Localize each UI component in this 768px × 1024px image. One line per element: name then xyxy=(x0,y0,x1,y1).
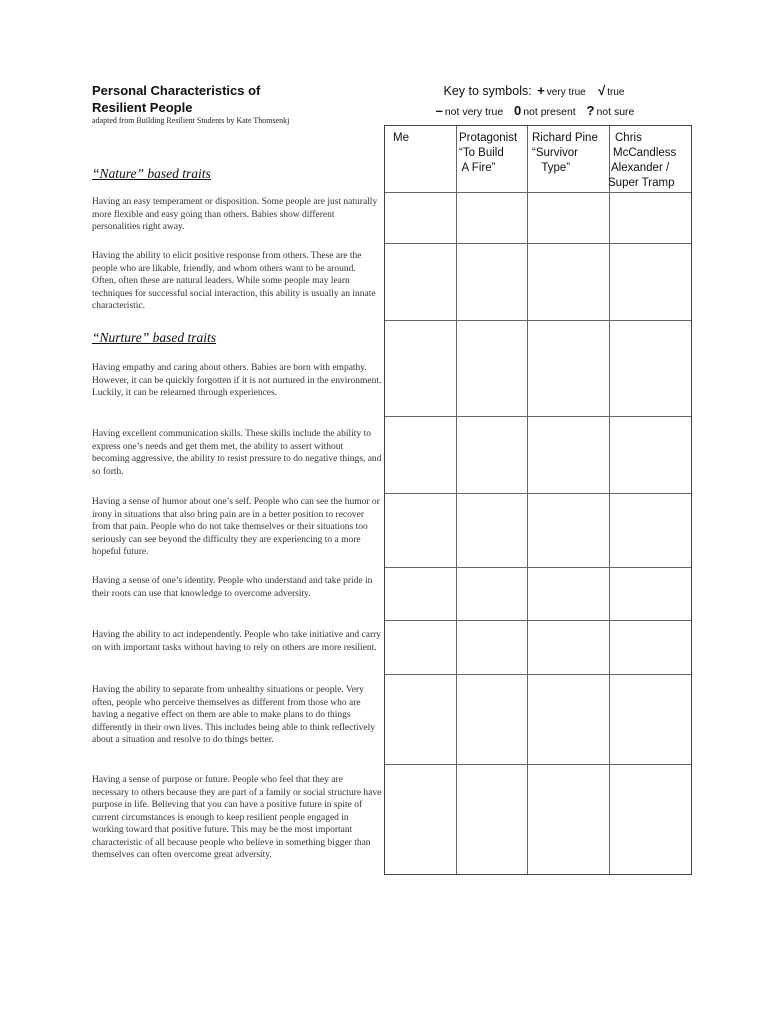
key-symbol-not-sure: ? xyxy=(586,103,595,118)
key-symbol-not-very-true: – xyxy=(435,103,443,118)
key-symbol-very-true: + xyxy=(537,83,545,98)
grid-divider-vertical xyxy=(609,126,610,874)
title-line-2: Resilient People xyxy=(92,100,193,115)
column-header-line: Chris xyxy=(615,132,642,144)
grid-divider-vertical xyxy=(456,126,457,874)
title-line-1: Personal Characteristics of xyxy=(92,83,261,98)
trait-easy-temperament: Having an easy temperament or disposition. Some people are just naturally more flexible and easy going than others. Babies show different personalities right away. xyxy=(92,197,378,232)
column-header-me xyxy=(393,131,409,146)
trait-separate: Having the ability to separate from unhealthy situations or people. Very often, people who perceive themselves as different from those who are having a negative effect on them are able to make plans to do things differently in their own lives. This includes being able to think reflectively about a situation and resolve to do things better. xyxy=(92,685,375,745)
column-header-line: McCandless xyxy=(613,147,677,159)
grid-divider-horizontal xyxy=(385,567,691,568)
grid-divider-vertical xyxy=(527,126,528,874)
trait-independence: Having the ability to act independently. People who take initiative and carry on with important tasks without having to rely on others are more resilient. xyxy=(92,630,382,653)
key-text-very-true: very true xyxy=(546,87,586,98)
trait-identity: Having a sense of one’s identity. People who understand and take pride in their roots can use that knowledge to overcome adversity. xyxy=(92,576,373,599)
document-title xyxy=(92,82,260,116)
column-header-richard-pine xyxy=(532,131,598,176)
column-header-line: Me xyxy=(393,132,409,144)
key-label: Key to symbols: xyxy=(443,84,532,98)
trait-communication: Having excellent communication skills. These skills include the ability to express one’s needs and get them met, the ability to assert without becoming aggressive, the ability to resist pressure to do negative things, and so forth. xyxy=(92,429,382,477)
grid-divider-horizontal xyxy=(385,674,691,675)
grid-divider-horizontal xyxy=(385,764,691,765)
grid-divider-horizontal xyxy=(385,192,691,193)
column-header-line: Alexander / xyxy=(611,162,670,174)
key-text-not-very-true: not very true xyxy=(444,106,504,118)
column-header-line: Type” xyxy=(532,162,571,174)
key-symbol-true: √ xyxy=(598,83,606,98)
trait-humor: Having a sense of humor about one’s self. People who can see the humor or irony in situations that also bring pain are in a better position to recover from that pain. People who do not take themselves or their situations too seriously can see beyond the difficulty they are experiencing to a more hopeful future. xyxy=(92,497,380,557)
grid-divider-horizontal xyxy=(385,320,691,321)
trait-elicit-response: Having the ability to elicit positive response from others. These are the people who are likable, friendly, and whom others want to be around. Often, often these are natural leaders. While some people may learn techniques for successful social interaction, this ability is usually an innate characteristic. xyxy=(92,251,376,311)
heading-nurture-traits: “Nurture” based traits xyxy=(92,330,217,345)
trait-purpose: Having a sense of purpose or future. People who feel that they are necessary to others because they are part of a family or social structure have purpose in life. Believing that you can have a positive future in spite of current circumstances is enough to keep resilient people engaged in working toward that positive future. This may be the most important characteristic of all because people who believe in something bigger than themselves can often overcome great adversity. xyxy=(92,775,382,860)
grid-divider-horizontal xyxy=(385,243,691,244)
symbol-key xyxy=(384,83,684,121)
key-text-true: true xyxy=(607,87,625,98)
trait-empathy: Having empathy and caring about others. Babies are born with empathy. However, it can be quickly forgotten if it is not nurtured in the environment. Luckily, it can be relearned through experiences. xyxy=(92,363,382,398)
column-header-protagonist xyxy=(459,131,517,176)
column-header-line: “To Build xyxy=(459,147,504,159)
grid-divider-horizontal xyxy=(385,620,691,621)
column-header-line: Super Tramp xyxy=(608,177,675,189)
attribution-text: adapted from Building Resilient Students by Kate Thomsenkj xyxy=(92,116,290,125)
key-symbol-not-present: 0 xyxy=(513,103,522,118)
key-text-not-present: not present xyxy=(523,106,576,118)
column-header-line: A Fire” xyxy=(459,162,496,174)
grid-divider-horizontal xyxy=(385,493,691,494)
column-header-line: Richard Pine xyxy=(532,132,598,144)
column-header-chris-mccandless xyxy=(608,131,677,191)
column-header-line: “Survivor xyxy=(532,147,579,159)
column-header-line: Protagonist xyxy=(459,132,518,144)
key-text-not-sure: not sure xyxy=(596,106,635,118)
heading-nature-traits: “Nature” based traits xyxy=(92,166,211,181)
grid-divider-horizontal xyxy=(385,416,691,417)
rating-grid xyxy=(384,125,692,875)
